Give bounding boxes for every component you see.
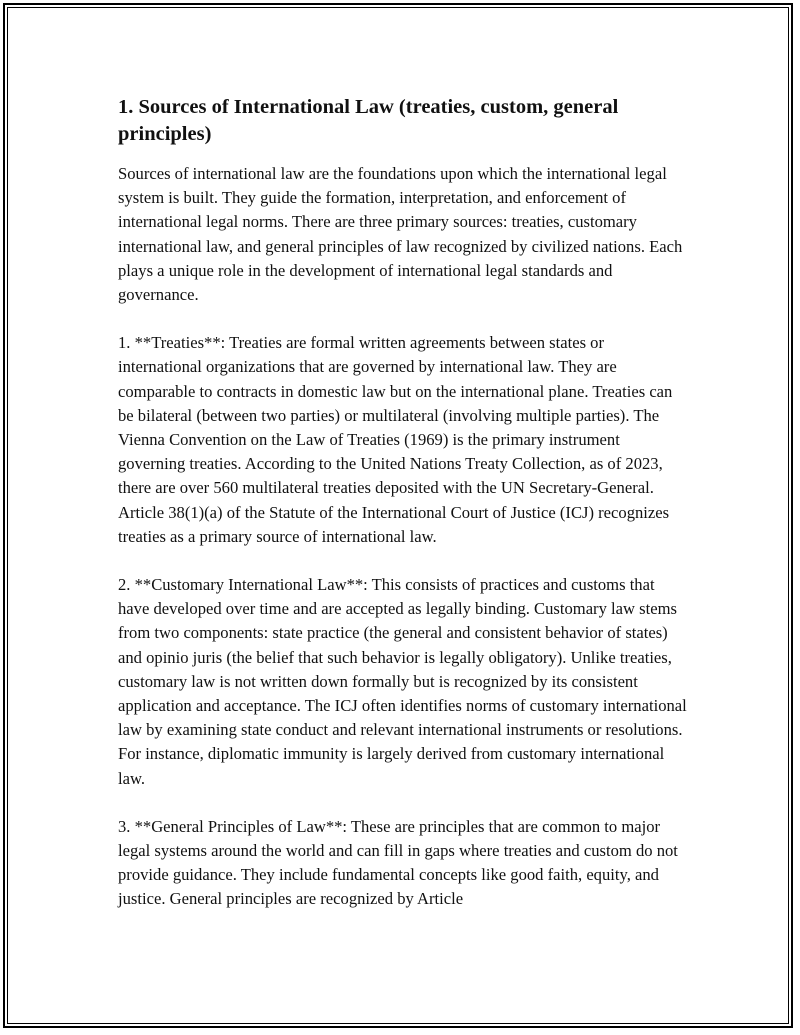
customary-law-paragraph: 2. **Customary International Law**: This consists of practices and customs that have developed over time and are accepted as legally binding. Customary law stems from two components: state practice (the general and consistent behavior of states) and opinio juris (the belief that such behavior is legally obligatory). Unlike treaties, customary law is not written down formally but is recognized by its consistent application and acceptance. The ICJ often identifies norms of customary international law by examining state conduct and relevant international instruments or resolutions. For instance, diplomatic immunity is largely derived from customary international law.: [118, 575, 687, 788]
section-heading: 1. Sources of International Law (treaties, custom, general principles): [118, 96, 619, 145]
intro-paragraph: Sources of international law are the foundations upon which the international legal system is built. They guide the formation, interpretation, and enforcement of international legal norms. There are three primary sources: treaties, customary international law, and general principles of law recognized by civilized nations. Each plays a unique role in the development of international legal standards and governance.: [118, 164, 683, 305]
document-body: [118, 94, 690, 936]
general-principles-paragraph: 3. **General Principles of Law**: These are principles that are common to major legal systems around the world and can fill in gaps where treaties and custom do not provide guidance. They include fundamental concepts like good faith, equity, and justice. General principles are recognized by Article: [118, 816, 678, 909]
treaties-paragraph: 1. **Treaties**: Treaties are formal written agreements between states or international organizations that are governed by international law. They are comparable to contracts in domestic law but on the international plane. Treaties can be bilateral (between two parties) or multilateral (involving multiple parties). The Vienna Convention on the Law of Treaties (1969) is the primary instrument governing treaties. According to the United Nations Treaty Collection, as of 2023, there are over 560 multilateral treaties deposited with the UN Secretary-General. Article 38(1)(a) of the Statute of the International Court of Justice (ICJ) recognizes treaties as a primary source of international law.: [118, 333, 673, 546]
